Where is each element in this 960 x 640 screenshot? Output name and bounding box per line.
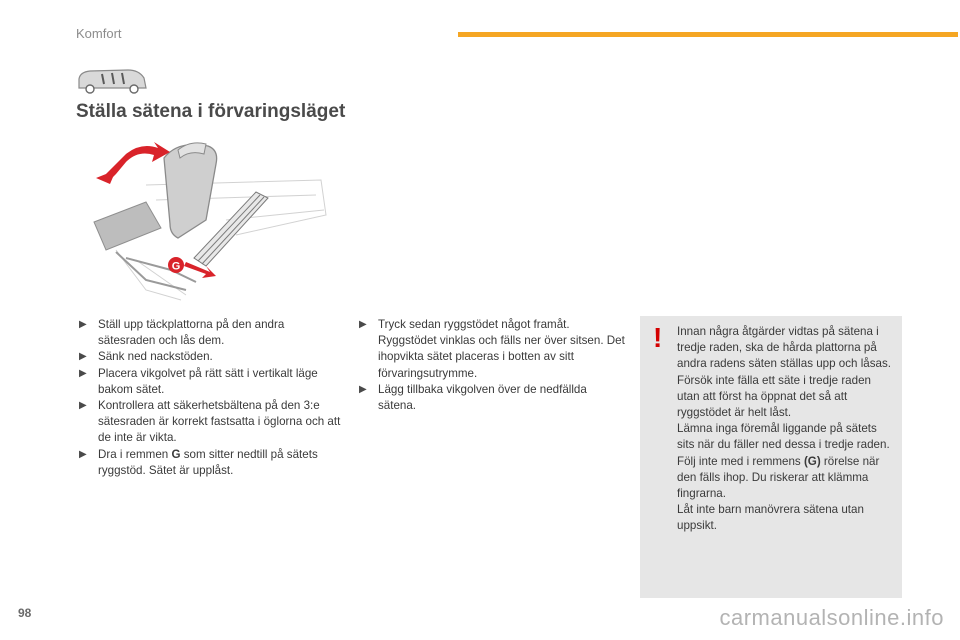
- arrow-bullet-icon: ▶: [79, 400, 87, 412]
- warning-paragraph: Försök inte fälla ett säte i tredje raden utan att först ha öppnat det så att ryggstödet är helt låst.: [677, 373, 871, 420]
- strap-reference-g: G: [171, 447, 181, 461]
- seat-frame: [116, 252, 196, 290]
- warning-paragraph: Låt inte barn manövrera sätena utan uppsikt.: [677, 503, 864, 533]
- instruction-item: ▶ Placera vikgolvet på rätt sätt i vertikalt läge bakom sätet.: [79, 366, 318, 396]
- arrow-bullet-icon: ▶: [359, 319, 367, 330]
- instruction-item: ▶ Lägg tillbaka vikgolven över de nedfällda sätena.: [359, 382, 587, 413]
- instructions-column-2: [356, 317, 626, 414]
- instruction-item: ▶ Kontrollera att säkerhetsbältena på den 3:e sätesraden är korrekt fastsatta i öglorna och att de inte är vikta.: [79, 399, 341, 445]
- arrow-bullet-icon: ▶: [359, 383, 367, 395]
- warning-paragraph: Lämna inga föremål liggande på sätets sits när du fäller ned dessa i tredje raden.: [677, 422, 890, 452]
- seat-fold-illustration: [86, 140, 332, 302]
- arrow-bullet-icon: ▶: [79, 448, 87, 460]
- page-title: Ställa sätena i förvaringsläget: [76, 101, 346, 122]
- seat-backrest: [164, 145, 217, 239]
- instructions-column-1: [76, 317, 344, 479]
- strap-reference-g: (G): [803, 454, 821, 468]
- instruction-item: ▶ Tryck sedan ryggstödet något framåt. Ryggstödet vinklas och fälls ner över sitsen. Det ihopvikta sätet placeras i botten av sitt förvaringsutrymme.: [359, 318, 625, 380]
- warning-paragraph: Följ inte med i remmens (G) rörelse när den fälls ihop. Du riskerar att klämma fingrarna.: [677, 454, 880, 501]
- warning-paragraph: Innan några åtgärder vidtas på sätena i tredje raden, ska de hårda plattorna på andra radens säten ställas upp och låsas.: [677, 325, 891, 371]
- pull-strap-arrow-icon: [184, 262, 216, 278]
- seat-cushion: [94, 202, 161, 250]
- exclamation-warning-icon: !: [653, 322, 663, 353]
- arrow-bullet-icon: ▶: [79, 351, 87, 363]
- car-seats-pictogram-icon: [76, 66, 148, 96]
- section-label: Komfort: [76, 26, 122, 41]
- fold-arrow-icon: [106, 142, 170, 178]
- page-number: 98: [18, 606, 32, 620]
- warning-box: [640, 316, 902, 598]
- instruction-item: ▶ Sänk ned nackstöden.: [76, 349, 344, 365]
- fold-down-arrow-icon: [96, 170, 116, 184]
- watermark: carmanualsonline.info: [719, 605, 944, 630]
- warning-text: [677, 324, 895, 535]
- arrow-bullet-icon: ▶: [79, 319, 87, 330]
- arrow-bullet-icon: ▶: [79, 367, 87, 379]
- instruction-item: ▶ Ställ upp täckplattorna på den andra sätesraden och lås dem.: [79, 318, 285, 348]
- strap-g-label: G: [171, 260, 181, 273]
- header-accent-rule: [458, 32, 958, 37]
- instruction-item: ▶ Dra i remmen G som sitter nedtill på sätets ryggstöd. Sätet är upplåst.: [79, 447, 318, 477]
